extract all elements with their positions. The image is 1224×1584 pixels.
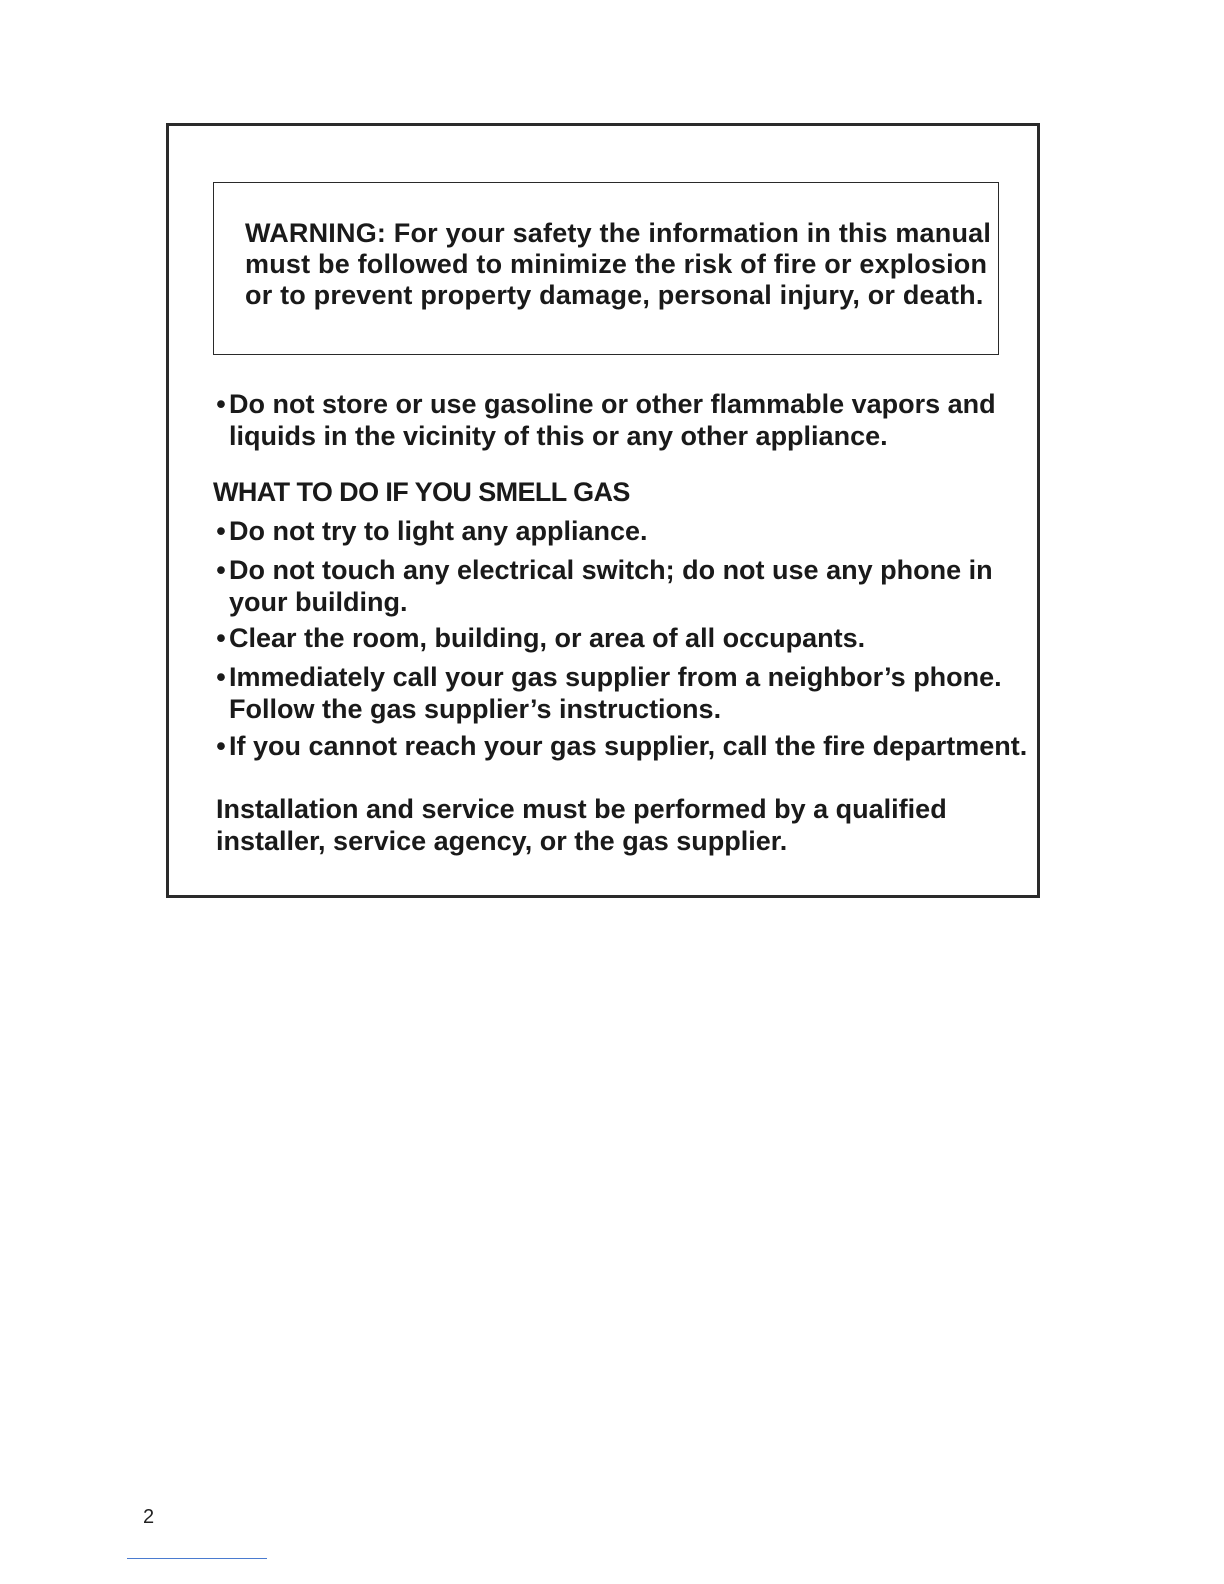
gas-instruction-line: Immediately call your gas supplier from a neighbor’s phone.	[229, 662, 1002, 692]
gas-instruction-item	[213, 515, 648, 547]
gas-instruction-line: Do not try to light any appliance.	[229, 516, 648, 546]
gas-instruction-line: Follow the gas supplier’s instructions.	[229, 694, 722, 724]
bullet: •	[216, 731, 226, 761]
storage-warning-line: Do not store or use gasoline or other flammable vapors and	[229, 389, 996, 419]
warning-line: WARNING: For your safety the information in this manual	[245, 218, 992, 248]
gas-instruction-line: your building.	[229, 587, 408, 617]
bullet: •	[216, 623, 226, 653]
gas-instruction-item	[213, 622, 865, 654]
storage-warning-line: liquids in the vicinity of this or any other appliance.	[229, 421, 888, 451]
warning-line: or to prevent property damage, personal injury, or death.	[245, 280, 984, 310]
warning-line: must be followed to minimize the risk of fire or explosion	[245, 249, 988, 279]
gas-instruction-item	[213, 661, 1002, 725]
storage-warning-item	[213, 388, 996, 452]
bullet: •	[216, 516, 226, 546]
bullet: •	[216, 662, 226, 692]
gas-smell-heading: WHAT TO DO IF YOU SMELL GAS	[213, 477, 630, 507]
installation-line: Installation and service must be performed by a qualified	[216, 794, 947, 824]
gas-instruction-item	[213, 554, 993, 618]
warning-statement	[245, 218, 992, 311]
gas-instruction-line: If you cannot reach your gas supplier, call the fire department.	[229, 731, 1028, 761]
gas-instruction-item	[213, 730, 1027, 762]
page-number: 2	[143, 1506, 155, 1528]
footer-rule	[127, 1558, 267, 1559]
bullet: •	[216, 389, 226, 419]
installation-notice	[216, 793, 947, 857]
gas-instruction-line: Do not touch any electrical switch; do not use any phone in	[229, 555, 993, 585]
gas-instruction-line: Clear the room, building, or area of all occupants.	[229, 623, 866, 653]
installation-line: installer, service agency, or the gas supplier.	[216, 826, 788, 856]
bullet: •	[216, 555, 226, 585]
